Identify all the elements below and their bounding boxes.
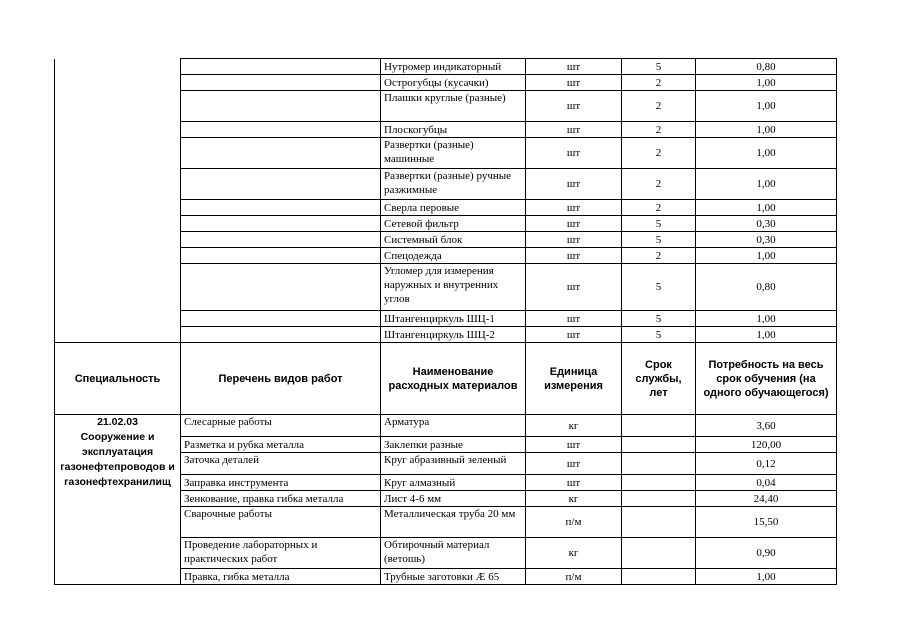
materials-table — [54, 58, 837, 585]
need-cell: 1,00 — [696, 200, 837, 216]
material-cell: Развертки (разные) машинные — [381, 138, 526, 169]
material-cell: Системный блок — [381, 232, 526, 248]
need-cell: 0,04 — [696, 475, 837, 491]
specialty-code: 21.02.03 — [97, 416, 138, 428]
need-cell: 0,80 — [696, 264, 837, 311]
material-cell: Развертки (разные) ручные разжимные — [381, 169, 526, 200]
need-cell: 1,00 — [696, 122, 837, 138]
need-cell: 1,00 — [696, 91, 837, 122]
need-cell: 1,00 — [696, 75, 837, 91]
unit-cell: кг — [526, 491, 622, 507]
unit-cell: шт — [526, 169, 622, 200]
works-cell: Разметка и рубка металла — [181, 437, 381, 453]
term-cell — [622, 491, 696, 507]
unit-cell: шт — [526, 437, 622, 453]
specialty-name: Сооружение и эксплуатация газонефтепроводов и газонефтехранилищ — [60, 431, 175, 488]
need-cell: 120,00 — [696, 437, 837, 453]
term-cell: 2 — [622, 91, 696, 122]
material-cell: Штангенциркуль ШЦ-2 — [381, 327, 526, 343]
unit-cell: шт — [526, 91, 622, 122]
unit-cell: шт — [526, 232, 622, 248]
unit-cell: шт — [526, 327, 622, 343]
header-works: Перечень видов работ — [181, 343, 381, 415]
term-cell: 2 — [622, 122, 696, 138]
material-cell: Металлическая труба 20 мм — [381, 507, 526, 538]
need-cell: 1,00 — [696, 169, 837, 200]
term-cell: 5 — [622, 311, 696, 327]
need-cell: 0,30 — [696, 232, 837, 248]
specialty-cell-empty — [55, 59, 181, 343]
term-cell — [622, 538, 696, 569]
term-cell: 5 — [622, 264, 696, 311]
header-material: Наименование расходных материалов — [381, 343, 526, 415]
need-cell: 24,40 — [696, 491, 837, 507]
table-row — [55, 59, 837, 75]
term-cell: 2 — [622, 200, 696, 216]
header-unit: Единица измерения — [526, 343, 622, 415]
material-cell: Лист 4-6 мм — [381, 491, 526, 507]
works-cell-empty — [181, 122, 381, 138]
term-cell: 2 — [622, 248, 696, 264]
works-cell-empty — [181, 264, 381, 311]
specialty-cell — [55, 415, 181, 585]
material-cell: Угломер для измерения наружных и внутренних углов — [381, 264, 526, 311]
works-cell: Правка, гибка металла — [181, 569, 381, 585]
unit-cell: шт — [526, 200, 622, 216]
works-cell-empty — [181, 138, 381, 169]
term-cell: 2 — [622, 138, 696, 169]
unit-cell: шт — [526, 75, 622, 91]
header-need: Потребность на весь срок обучения (на одного обучающегося) — [696, 343, 837, 415]
works-cell: Заправка инструмента — [181, 475, 381, 491]
works-cell-empty — [181, 59, 381, 75]
works-cell: Слесарные работы — [181, 415, 381, 437]
unit-cell: шт — [526, 264, 622, 311]
unit-cell: кг — [526, 538, 622, 569]
header-specialty: Специальность — [55, 343, 181, 415]
need-cell: 0,90 — [696, 538, 837, 569]
table-row — [55, 415, 837, 437]
material-cell: Спецодежда — [381, 248, 526, 264]
works-cell: Зенкование, правка гибка металла — [181, 491, 381, 507]
material-cell: Плашки круглые (разные) — [381, 91, 526, 122]
unit-cell: шт — [526, 216, 622, 232]
term-cell — [622, 507, 696, 538]
term-cell — [622, 475, 696, 491]
unit-cell: кг — [526, 415, 622, 437]
works-cell: Сварочные работы — [181, 507, 381, 538]
unit-cell: шт — [526, 59, 622, 75]
document-page — [54, 58, 836, 585]
need-cell: 0,12 — [696, 453, 837, 475]
term-cell: 5 — [622, 216, 696, 232]
material-cell: Штангенциркуль ШЦ-1 — [381, 311, 526, 327]
term-cell: 5 — [622, 59, 696, 75]
need-cell: 1,00 — [696, 248, 837, 264]
term-cell — [622, 569, 696, 585]
works-cell-empty — [181, 248, 381, 264]
need-cell: 3,60 — [696, 415, 837, 437]
term-cell — [622, 437, 696, 453]
works-cell: Заточка деталей — [181, 453, 381, 475]
material-cell: Плоскогубцы — [381, 122, 526, 138]
need-cell: 1,00 — [696, 327, 837, 343]
works-cell-empty — [181, 311, 381, 327]
term-cell: 2 — [622, 75, 696, 91]
works-cell-empty — [181, 91, 381, 122]
material-cell: Трубные заготовки Æ 65 — [381, 569, 526, 585]
material-cell: Сетевой фильтр — [381, 216, 526, 232]
term-cell: 5 — [622, 327, 696, 343]
need-cell: 1,00 — [696, 138, 837, 169]
works-cell-empty — [181, 232, 381, 248]
unit-cell: шт — [526, 248, 622, 264]
need-cell: 1,00 — [696, 569, 837, 585]
unit-cell: шт — [526, 138, 622, 169]
unit-cell: шт — [526, 475, 622, 491]
unit-cell: шт — [526, 311, 622, 327]
need-cell: 0,30 — [696, 216, 837, 232]
term-cell — [622, 453, 696, 475]
unit-cell: шт — [526, 453, 622, 475]
material-cell: Сверла перовые — [381, 200, 526, 216]
material-cell: Круг алмазный — [381, 475, 526, 491]
need-cell: 15,50 — [696, 507, 837, 538]
works-cell-empty — [181, 75, 381, 91]
term-cell: 5 — [622, 232, 696, 248]
term-cell: 2 — [622, 169, 696, 200]
header-term: Срок службы, лет — [622, 343, 696, 415]
material-cell: Арматура — [381, 415, 526, 437]
need-cell: 0,80 — [696, 59, 837, 75]
works-cell-empty — [181, 327, 381, 343]
works-cell-empty — [181, 169, 381, 200]
material-cell: Круг абразивный зеленый — [381, 453, 526, 475]
unit-cell: п/м — [526, 569, 622, 585]
unit-cell: п/м — [526, 507, 622, 538]
table-header-row — [55, 343, 837, 415]
term-cell — [622, 415, 696, 437]
unit-cell: шт — [526, 122, 622, 138]
need-cell: 1,00 — [696, 311, 837, 327]
works-cell-empty — [181, 216, 381, 232]
material-cell: Заклепки разные — [381, 437, 526, 453]
material-cell: Нутромер индикаторный — [381, 59, 526, 75]
works-cell-empty — [181, 200, 381, 216]
material-cell: Обтирочный материал (ветошь) — [381, 538, 526, 569]
works-cell: Проведение лабораторных и практических работ — [181, 538, 381, 569]
material-cell: Острогубцы (кусачки) — [381, 75, 526, 91]
